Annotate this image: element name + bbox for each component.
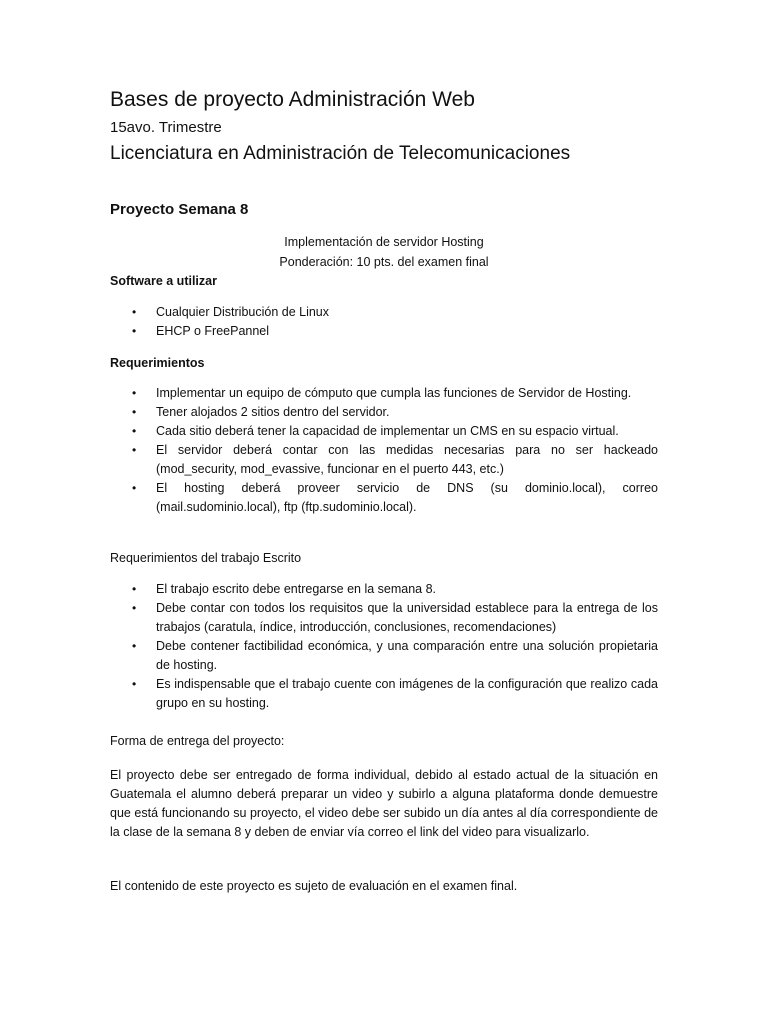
bullet-icon: • [132, 601, 137, 615]
written-work-list [110, 580, 658, 713]
bullet-icon: • [132, 582, 137, 596]
requirements-list [110, 384, 658, 517]
section-title: Proyecto Semana 8 [110, 201, 249, 218]
trimester-label: 15avo. Trimestre [110, 119, 222, 136]
list-item: • Implementar un equipo de cómputo que cumpla las funciones de Servidor de Hosting. [110, 384, 658, 403]
list-item: • El trabajo escrito debe entregarse en la semana 8. [110, 580, 658, 599]
software-list [110, 303, 658, 341]
project-name-line: Implementación de servidor Hosting [284, 235, 484, 249]
written-work-heading: Requerimientos del trabajo Escrito [110, 551, 302, 565]
delivery-heading: Forma de entrega del proyecto: [110, 734, 285, 748]
bullet-icon: • [132, 481, 137, 495]
list-item: • EHCP o FreePannel [110, 322, 658, 341]
list-item: • Cada sitio deberá tener la capacidad de implementar un CMS en su espacio virtual. [110, 422, 658, 441]
requirements-heading: Requerimientos [110, 356, 205, 370]
bullet-icon: • [132, 324, 137, 338]
list-item: • Es indispensable que el trabajo cuente con imágenes de la configuración que realizo cada grupo en su hosting. [132, 677, 658, 710]
list-item: • Debe contar con todos los requisitos que la universidad establece para la entrega de los trabajos (caratula, índice, introducción, conclusiones, recomendaciones) [132, 601, 658, 634]
document-title: Bases de proyecto Administración Web [110, 88, 475, 111]
bullet-icon: • [132, 443, 137, 457]
bullet-icon: • [132, 305, 137, 319]
list-item: • El servidor deberá contar con las medidas necesarias para no ser hackeado (mod_security, mod_evassive, funcionar en el puerto 443, etc.) [132, 443, 658, 476]
list-item: • El hosting deberá proveer servicio de DNS (su dominio.local), correo (mail.sudominio.local), ftp (ftp.sudominio.local). [132, 481, 658, 514]
bullet-icon: • [132, 386, 137, 400]
software-heading: Software a utilizar [110, 274, 217, 288]
bullet-icon: • [132, 405, 137, 419]
list-item: • Tener alojados 2 sitios dentro del servidor. [110, 403, 658, 422]
bullet-icon: • [132, 677, 137, 691]
weighting-line: Ponderación: 10 pts. del examen final [279, 255, 489, 269]
closing-paragraph: El contenido de este proyecto es sujeto de evaluación en el examen final. [110, 879, 518, 893]
list-item: • Debe contener factibilidad económica, y una comparación entre una solución propietaria de hosting. [132, 639, 658, 672]
bullet-icon: • [132, 424, 137, 438]
bullet-icon: • [132, 639, 137, 653]
delivery-paragraph: El proyecto debe ser entregado de forma individual, debido al estado actual de la situación en Guatemala el alumno deberá preparar un video y subirlo a alguna plataforma donde demuestre que está funcionando su proyecto, el video debe ser subido un día antes al día correspondiente de la clase de la semana 8 y deben de enviar vía correo el link del video para visualizarlo. [110, 768, 658, 839]
degree-label: Licenciatura en Administración de Telecomunicaciones [110, 143, 571, 164]
list-item: • Cualquier Distribución de Linux [110, 303, 658, 322]
